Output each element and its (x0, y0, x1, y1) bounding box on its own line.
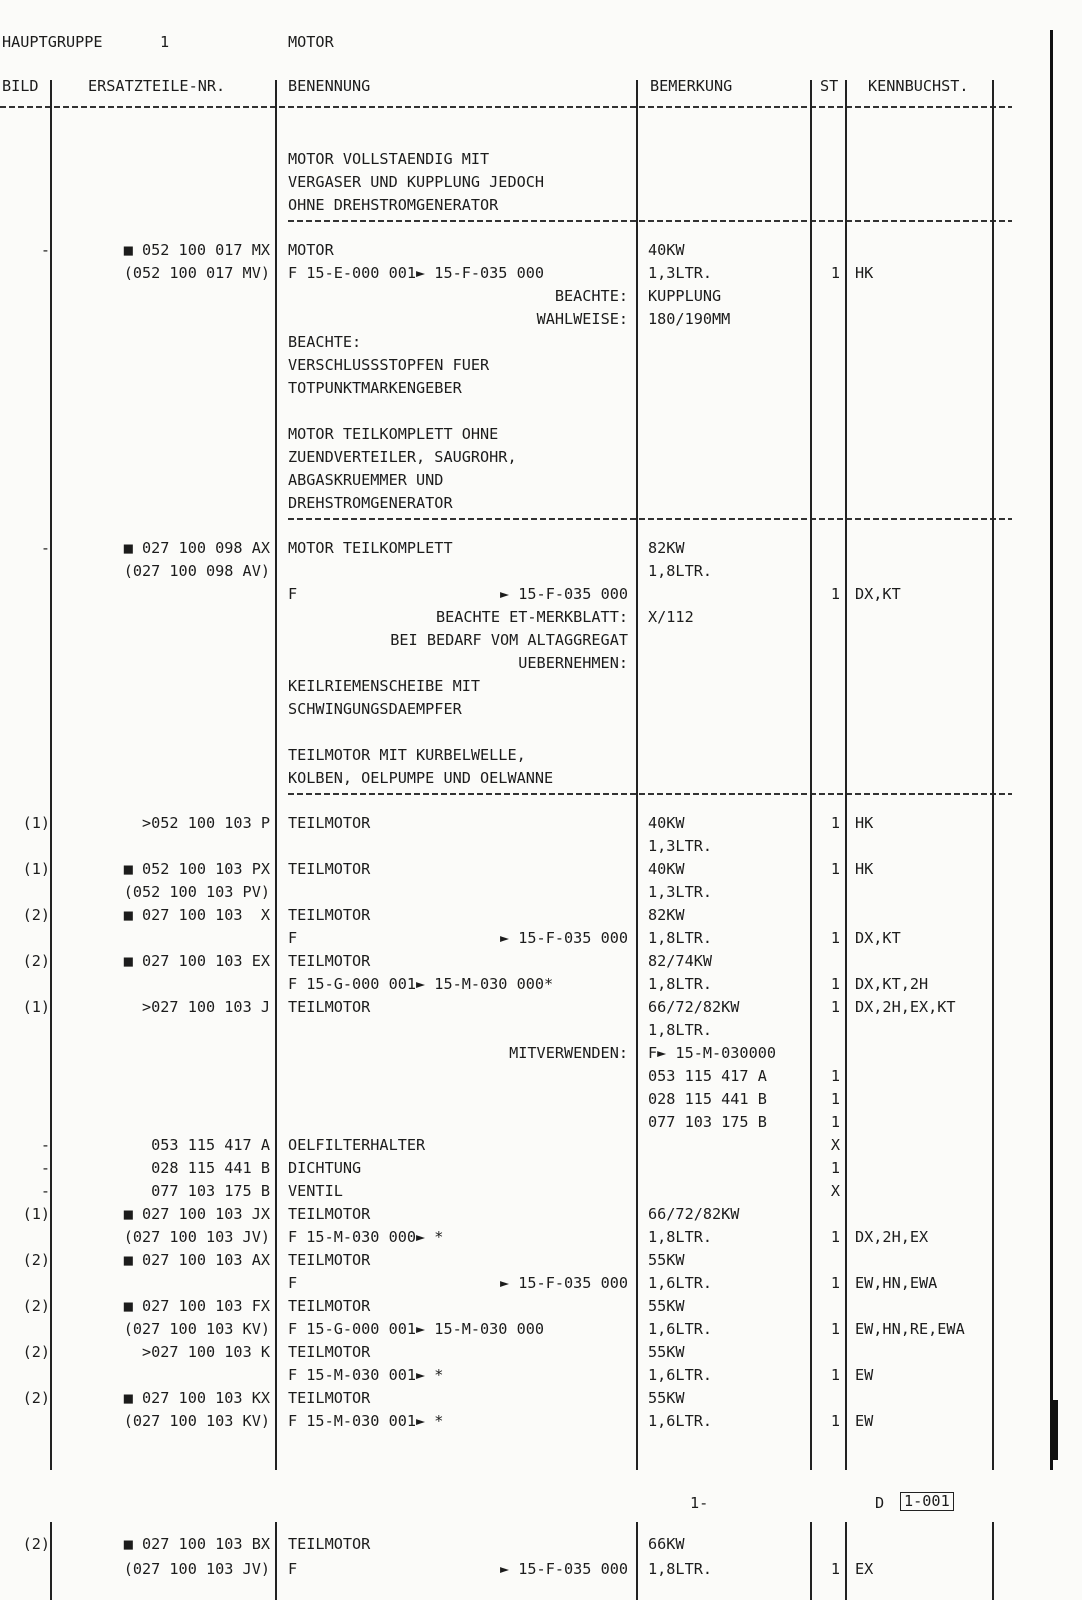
quantity-cell: 1 (830, 1560, 840, 1578)
bild-cell: (1) (22, 998, 50, 1016)
bild-cell: (2) (22, 1297, 50, 1315)
bild-cell: (2) (22, 1251, 50, 1269)
column-divider (275, 1522, 277, 1600)
description-cell: KEILRIEMENSCHEIBE MIT (288, 677, 481, 695)
part-number-cell: 053 115 417 A (151, 1136, 270, 1154)
remark-cell: 55KW (648, 1297, 685, 1315)
description-cell: OELFILTERHALTER (288, 1136, 426, 1154)
remark-cell: 82/74KW (648, 952, 713, 970)
description-cell: F (288, 585, 298, 603)
part-number-cell: ■ 027 100 103 X (123, 906, 270, 924)
description-cell: ABGASKRUEMMER UND (288, 471, 444, 489)
bild-cell: - (40, 1182, 50, 1200)
column-divider (636, 80, 638, 1470)
bild-cell: (1) (22, 860, 50, 878)
code-cell: EW,HN,EWA (855, 1274, 938, 1292)
bild-cell: (2) (22, 1535, 50, 1553)
description-right-cell: UEBERNEHMEN: (518, 654, 628, 672)
remark-cell: 55KW (648, 1251, 685, 1269)
part-number-cell: ■ 027 100 103 FX (123, 1297, 270, 1315)
description-cell: TOTPUNKTMARKENGEBER (288, 379, 462, 397)
description-cell: OHNE DREHSTROMGENERATOR (288, 196, 499, 214)
remark-cell: X/112 (648, 608, 694, 626)
remark-cell: 180/190MM (648, 310, 731, 328)
bild-cell: (2) (22, 1343, 50, 1361)
column-divider (50, 1522, 52, 1600)
page-edge-mark (1050, 1400, 1058, 1460)
description-right-cell: BEACHTE ET-MERKBLATT: (435, 608, 628, 626)
code-cell: HK (855, 814, 874, 832)
remark-cell: 40KW (648, 860, 685, 878)
description-cell: F (288, 1274, 298, 1292)
description-cell: VERSCHLUSSSTOPFEN FUER (288, 356, 490, 374)
description-cell: MOTOR TEILKOMPLETT (288, 539, 453, 557)
bild-cell: - (40, 539, 50, 557)
description-cell: F 15-G-000 001► 15-M-030 000* (288, 975, 554, 993)
description-right-cell: ► 15-F-035 000 (499, 585, 628, 603)
column-divider (50, 80, 52, 1470)
part-number-cell: ■ 027 100 103 BX (123, 1535, 270, 1553)
part-number-cell: (052 100 017 MV) (123, 264, 270, 282)
remark-cell: 1,6LTR. (648, 1366, 713, 1384)
remark-cell: 40KW (648, 241, 685, 259)
description-cell: TEILMOTOR (288, 1205, 371, 1223)
description-cell: TEILMOTOR (288, 1535, 371, 1553)
part-number-cell: (027 100 103 JV) (123, 1228, 270, 1246)
part-number-cell: (027 100 103 JV) (123, 1560, 270, 1578)
description-cell: TEILMOTOR (288, 998, 371, 1016)
description-cell: TEILMOTOR MIT KURBELWELLE, (288, 746, 526, 764)
description-cell: MOTOR TEILKOMPLETT OHNE (288, 425, 499, 443)
remark-cell: 66/72/82KW (648, 998, 740, 1016)
remark-cell: 1,6LTR. (648, 1320, 713, 1338)
remark-cell: 1,8LTR. (648, 975, 713, 993)
description-right-cell: BEACHTE: (554, 287, 628, 305)
part-number-cell: (027 100 098 AV) (123, 562, 270, 580)
remark-cell: 82KW (648, 539, 685, 557)
code-cell: EW (855, 1412, 874, 1430)
remark-cell: 1,8LTR. (648, 1228, 713, 1246)
header-separator (0, 106, 1012, 108)
description-cell: TEILMOTOR (288, 1343, 371, 1361)
quantity-cell: 1 (830, 929, 840, 947)
bild-cell: (2) (22, 906, 50, 924)
description-cell: MOTOR VOLLSTAENDIG MIT (288, 150, 490, 168)
remark-cell: 053 115 417 A (648, 1067, 767, 1085)
part-number-cell: 028 115 441 B (151, 1159, 270, 1177)
description-cell: F 15-E-000 001► 15-F-035 000 (288, 264, 545, 282)
remark-cell: 66/72/82KW (648, 1205, 740, 1223)
part-number-cell: (027 100 103 KV) (123, 1320, 270, 1338)
quantity-cell: 1 (830, 1366, 840, 1384)
description-cell: ZUENDVERTEILER, SAUGROHR, (288, 448, 517, 466)
remark-cell: 1,8LTR. (648, 562, 713, 580)
part-number-cell: (027 100 103 KV) (123, 1412, 270, 1430)
remark-cell: 55KW (648, 1343, 685, 1361)
column-divider (992, 80, 994, 1470)
description-cell: TEILMOTOR (288, 952, 371, 970)
bild-cell: (1) (22, 1205, 50, 1223)
description-right-cell: ► 15-F-035 000 (499, 1560, 628, 1578)
description-cell: TEILMOTOR (288, 1297, 371, 1315)
quantity-cell: 1 (830, 975, 840, 993)
description-cell: F 15-M-030 000► * (288, 1228, 444, 1246)
bild-cell: (1) (22, 814, 50, 832)
description-right-cell: ► 15-F-035 000 (499, 929, 628, 947)
code-cell: DX,KT (855, 929, 901, 947)
description-cell: BEACHTE: (288, 333, 362, 351)
description-cell: F 15-M-030 001► * (288, 1412, 444, 1430)
part-number-cell: ■ 027 100 103 JX (123, 1205, 270, 1223)
part-number-cell: ■ 052 100 017 MX (123, 241, 270, 259)
column-divider (845, 1522, 847, 1600)
language-code: D (875, 1494, 885, 1512)
description-cell: F 15-M-030 001► * (288, 1366, 444, 1384)
remark-cell: F► 15-M-030000 (648, 1044, 777, 1062)
remark-cell: 1,6LTR. (648, 1412, 713, 1430)
remark-cell: 40KW (648, 814, 685, 832)
code-cell: HK (855, 264, 874, 282)
description-cell: F (288, 1560, 298, 1578)
quantity-cell: 1 (830, 814, 840, 832)
column-divider (636, 1522, 638, 1600)
bild-cell: (2) (22, 1389, 50, 1407)
description-cell: F 15-G-000 001► 15-M-030 000 (288, 1320, 545, 1338)
code-cell: DX,KT,2H (855, 975, 929, 993)
column-divider (992, 1522, 994, 1600)
bild-cell: (2) (22, 952, 50, 970)
part-number-cell: ■ 027 100 103 AX (123, 1251, 270, 1269)
remark-cell: 028 115 441 B (648, 1090, 767, 1108)
quantity-cell: 1 (830, 1274, 840, 1292)
quantity-cell: 1 (830, 1090, 840, 1108)
description-right-cell: MITVERWENDEN: (509, 1044, 628, 1062)
description-right-cell: ► 15-F-035 000 (499, 1274, 628, 1292)
remark-cell: 1,3LTR. (648, 883, 713, 901)
column-header-st: ST (820, 77, 839, 95)
remark-cell: 1,3LTR. (648, 837, 713, 855)
bild-cell: - (40, 1136, 50, 1154)
hauptgruppe-label: HAUPTGRUPPE (2, 33, 103, 51)
quantity-cell: 1 (830, 1113, 840, 1131)
part-number-cell: >052 100 103 P (141, 814, 270, 832)
column-divider (810, 80, 812, 1470)
quantity-cell: X (830, 1182, 840, 1200)
column-header-kennbuchst: KENNBUCHST. (868, 77, 969, 95)
description-right-cell: WAHLWEISE: (536, 310, 628, 328)
remark-cell: 077 103 175 B (648, 1113, 767, 1131)
bild-cell: - (40, 241, 50, 259)
row-separator (288, 220, 1012, 222)
description-cell: VERGASER UND KUPPLUNG JEDOCH (288, 173, 545, 191)
remark-cell: 1,8LTR. (648, 929, 713, 947)
quantity-cell: 1 (830, 264, 840, 282)
code-cell: HK (855, 860, 874, 878)
code-cell: EX (855, 1560, 874, 1578)
description-cell: TEILMOTOR (288, 860, 371, 878)
description-cell: TEILMOTOR (288, 1389, 371, 1407)
page-code: 1-001 (900, 1492, 954, 1511)
remark-cell: 82KW (648, 906, 685, 924)
part-number-cell: ■ 027 100 103 KX (123, 1389, 270, 1407)
description-cell: SCHWINGUNGSDAEMPFER (288, 700, 462, 718)
quantity-cell: 1 (830, 1228, 840, 1246)
description-cell: DREHSTROMGENERATOR (288, 494, 453, 512)
description-right-cell: BEI BEDARF VOM ALTAGGREGAT (390, 631, 628, 649)
code-cell: EW (855, 1366, 874, 1384)
part-number-cell: ■ 027 100 098 AX (123, 539, 270, 557)
description-cell: DICHTUNG (288, 1159, 362, 1177)
description-cell: KOLBEN, OELPUMPE UND OELWANNE (288, 769, 554, 787)
remark-cell: 1,6LTR. (648, 1274, 713, 1292)
code-cell: DX,2H,EX (855, 1228, 929, 1246)
column-header-benennung: BENENNUNG (288, 77, 371, 95)
description-cell: TEILMOTOR (288, 814, 371, 832)
quantity-cell: 1 (830, 1412, 840, 1430)
column-header-bemerkung: BEMERKUNG (650, 77, 733, 95)
remark-cell: 55KW (648, 1389, 685, 1407)
column-divider (810, 1522, 812, 1600)
description-cell: TEILMOTOR (288, 1251, 371, 1269)
row-separator (288, 518, 1012, 520)
part-number-cell: (052 100 103 PV) (123, 883, 270, 901)
quantity-cell: 1 (830, 998, 840, 1016)
code-cell: DX,KT (855, 585, 901, 603)
column-header-teilnr: ERSATZTEILE-NR. (88, 77, 226, 95)
bild-cell: - (40, 1159, 50, 1177)
part-number-cell: ■ 052 100 103 PX (123, 860, 270, 878)
code-cell: EW,HN,RE,EWA (855, 1320, 965, 1338)
gruppe-name: MOTOR (288, 33, 334, 51)
quantity-cell: 1 (830, 1159, 840, 1177)
quantity-cell: 1 (830, 1320, 840, 1338)
part-number-cell: ■ 027 100 103 EX (123, 952, 270, 970)
quantity-cell: 1 (830, 1067, 840, 1085)
part-number-cell: >027 100 103 K (141, 1343, 270, 1361)
gruppe-number: 1 (160, 33, 170, 51)
remark-cell: 1,8LTR. (648, 1021, 713, 1039)
remark-cell: KUPPLUNG (648, 287, 722, 305)
column-divider (845, 80, 847, 1470)
remark-cell: 66KW (648, 1535, 685, 1553)
remark-cell: 1,8LTR. (648, 1560, 713, 1578)
part-number-cell: 077 103 175 B (151, 1182, 270, 1200)
column-divider (275, 80, 277, 1470)
part-number-cell: >027 100 103 J (141, 998, 270, 1016)
code-cell: DX,2H,EX,KT (855, 998, 956, 1016)
page-number: 1- (690, 1494, 709, 1512)
remark-cell: 1,3LTR. (648, 264, 713, 282)
column-header-bild: BILD (2, 77, 39, 95)
description-cell: TEILMOTOR (288, 906, 371, 924)
description-cell: VENTIL (288, 1182, 343, 1200)
quantity-cell: X (830, 1136, 840, 1154)
row-separator (288, 793, 1012, 795)
quantity-cell: 1 (830, 860, 840, 878)
description-cell: MOTOR (288, 241, 334, 259)
page-edge (1050, 30, 1053, 1470)
description-cell: F (288, 929, 298, 947)
quantity-cell: 1 (830, 585, 840, 603)
